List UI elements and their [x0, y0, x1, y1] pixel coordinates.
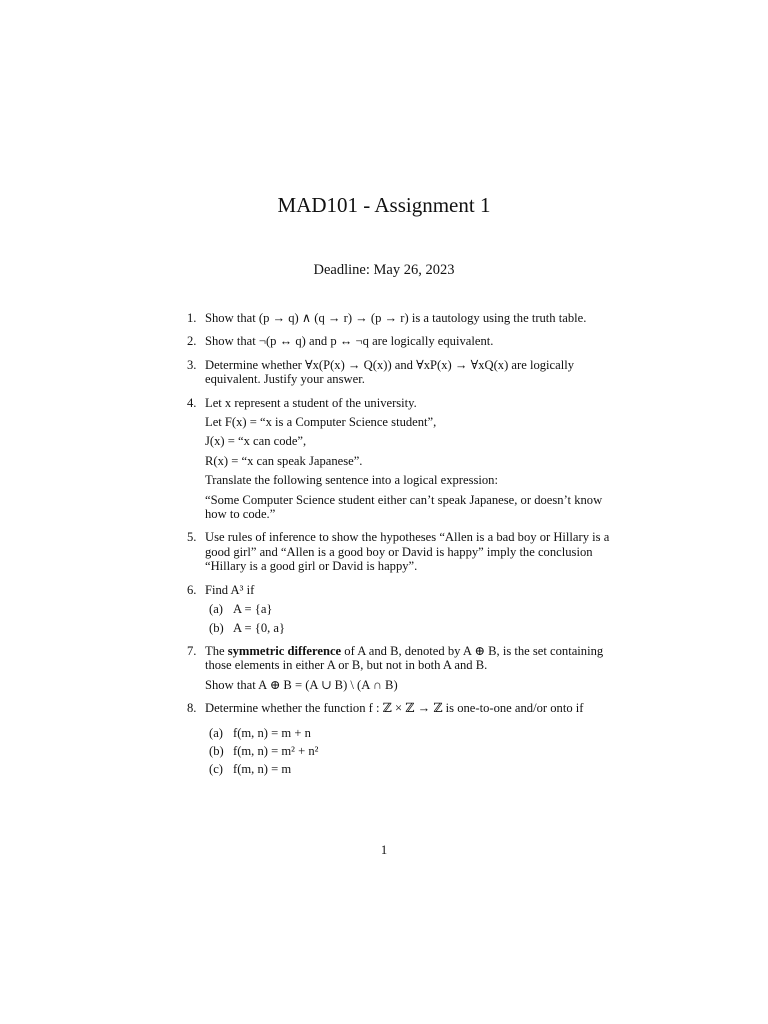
- sub-question-list: [205, 602, 617, 635]
- question-number: 1.: [187, 311, 197, 325]
- question-4: [177, 396, 617, 522]
- question-2: [177, 334, 617, 348]
- question-number: 6.: [187, 582, 197, 597]
- question-6: [177, 583, 617, 635]
- sub-question: [205, 744, 617, 758]
- question-text-line: R(x) = “x can speak Japanese”.: [205, 453, 363, 468]
- deadline: Deadline: May 26, 2023: [313, 262, 455, 278]
- question-7: [177, 644, 617, 692]
- sub-question-text: f(m, n) = m: [233, 762, 292, 777]
- sub-question-text: f(m, n) = m + n: [233, 725, 311, 740]
- sub-question-label: (a): [209, 725, 223, 740]
- sub-question-label: (b): [209, 620, 224, 635]
- sub-question: [205, 726, 617, 740]
- sub-question: [205, 621, 617, 635]
- sub-question-label: (a): [209, 602, 223, 617]
- sub-question-list: [205, 726, 617, 777]
- question-text: Use rules of inference to show the hypotheses “Allen is a bad boy or Hillary is a good girl” and “Allen is a good boy or David is happy” imply the conclusion “Hillary is a good girl or David is happy”.: [205, 530, 610, 574]
- sub-question-label: (c): [209, 762, 223, 777]
- question-5: [177, 530, 617, 573]
- document-title: MAD101 - Assignment 1: [277, 193, 491, 217]
- question-text: Show that (p → q) ∧ (q → r) → (p → r) is a tautology using the truth table.: [205, 311, 587, 325]
- question-text: Find A³ if: [205, 582, 255, 597]
- sub-question-text: f(m, n) = m² + n²: [233, 743, 319, 758]
- question-text-line: Translate the following sentence into a logical expression:: [205, 473, 498, 488]
- question-1: [177, 311, 617, 325]
- sub-question-text: A = {a}: [233, 602, 273, 617]
- sub-question-text: A = {0, a}: [233, 620, 286, 635]
- question-text: The symmetric difference of A and B, denoted by A ⊕ B, is the set containing those elements in either A or B, but not in both A and B.: [205, 643, 604, 673]
- question-text-line: Let F(x) = “x is a Computer Science student”,: [205, 415, 437, 430]
- question-number: 5.: [187, 530, 197, 545]
- question-text: Determine whether ∀x(P(x) → Q(x)) and ∀xP(x) → ∀xQ(x) are logically equivalent. Justify your answer.: [205, 357, 575, 387]
- question-text-line: Show that A ⊕ B = (A ∪ B) \ (A ∩ B): [205, 677, 398, 692]
- question-text: Determine whether the function f : ℤ × ℤ → ℤ is one-to-one and/or onto if: [205, 701, 584, 716]
- sub-question: [205, 602, 617, 616]
- question-text-line: J(x) = “x can code”,: [205, 434, 307, 449]
- question-number: 7.: [187, 643, 197, 658]
- question-3: [177, 358, 617, 387]
- question-text: Show that ¬(p ↔ q) and p ↔ ¬q are logically equivalent.: [205, 334, 494, 349]
- question-text-line: “Some Computer Science student either can’t speak Japanese, or doesn’t know how to code.”: [205, 492, 603, 522]
- question-8: [177, 701, 617, 777]
- question-number: 2.: [187, 334, 197, 349]
- question-number: 8.: [187, 701, 197, 716]
- question-number: 3.: [187, 357, 197, 372]
- sub-question: [205, 762, 617, 776]
- question-list: [177, 311, 617, 786]
- sub-question-label: (b): [209, 743, 224, 758]
- question-text-line: Let x represent a student of the university.: [205, 395, 417, 410]
- question-number: 4.: [187, 395, 197, 410]
- page-number: 1: [380, 843, 388, 857]
- term-symmetric-difference: symmetric difference: [227, 643, 342, 658]
